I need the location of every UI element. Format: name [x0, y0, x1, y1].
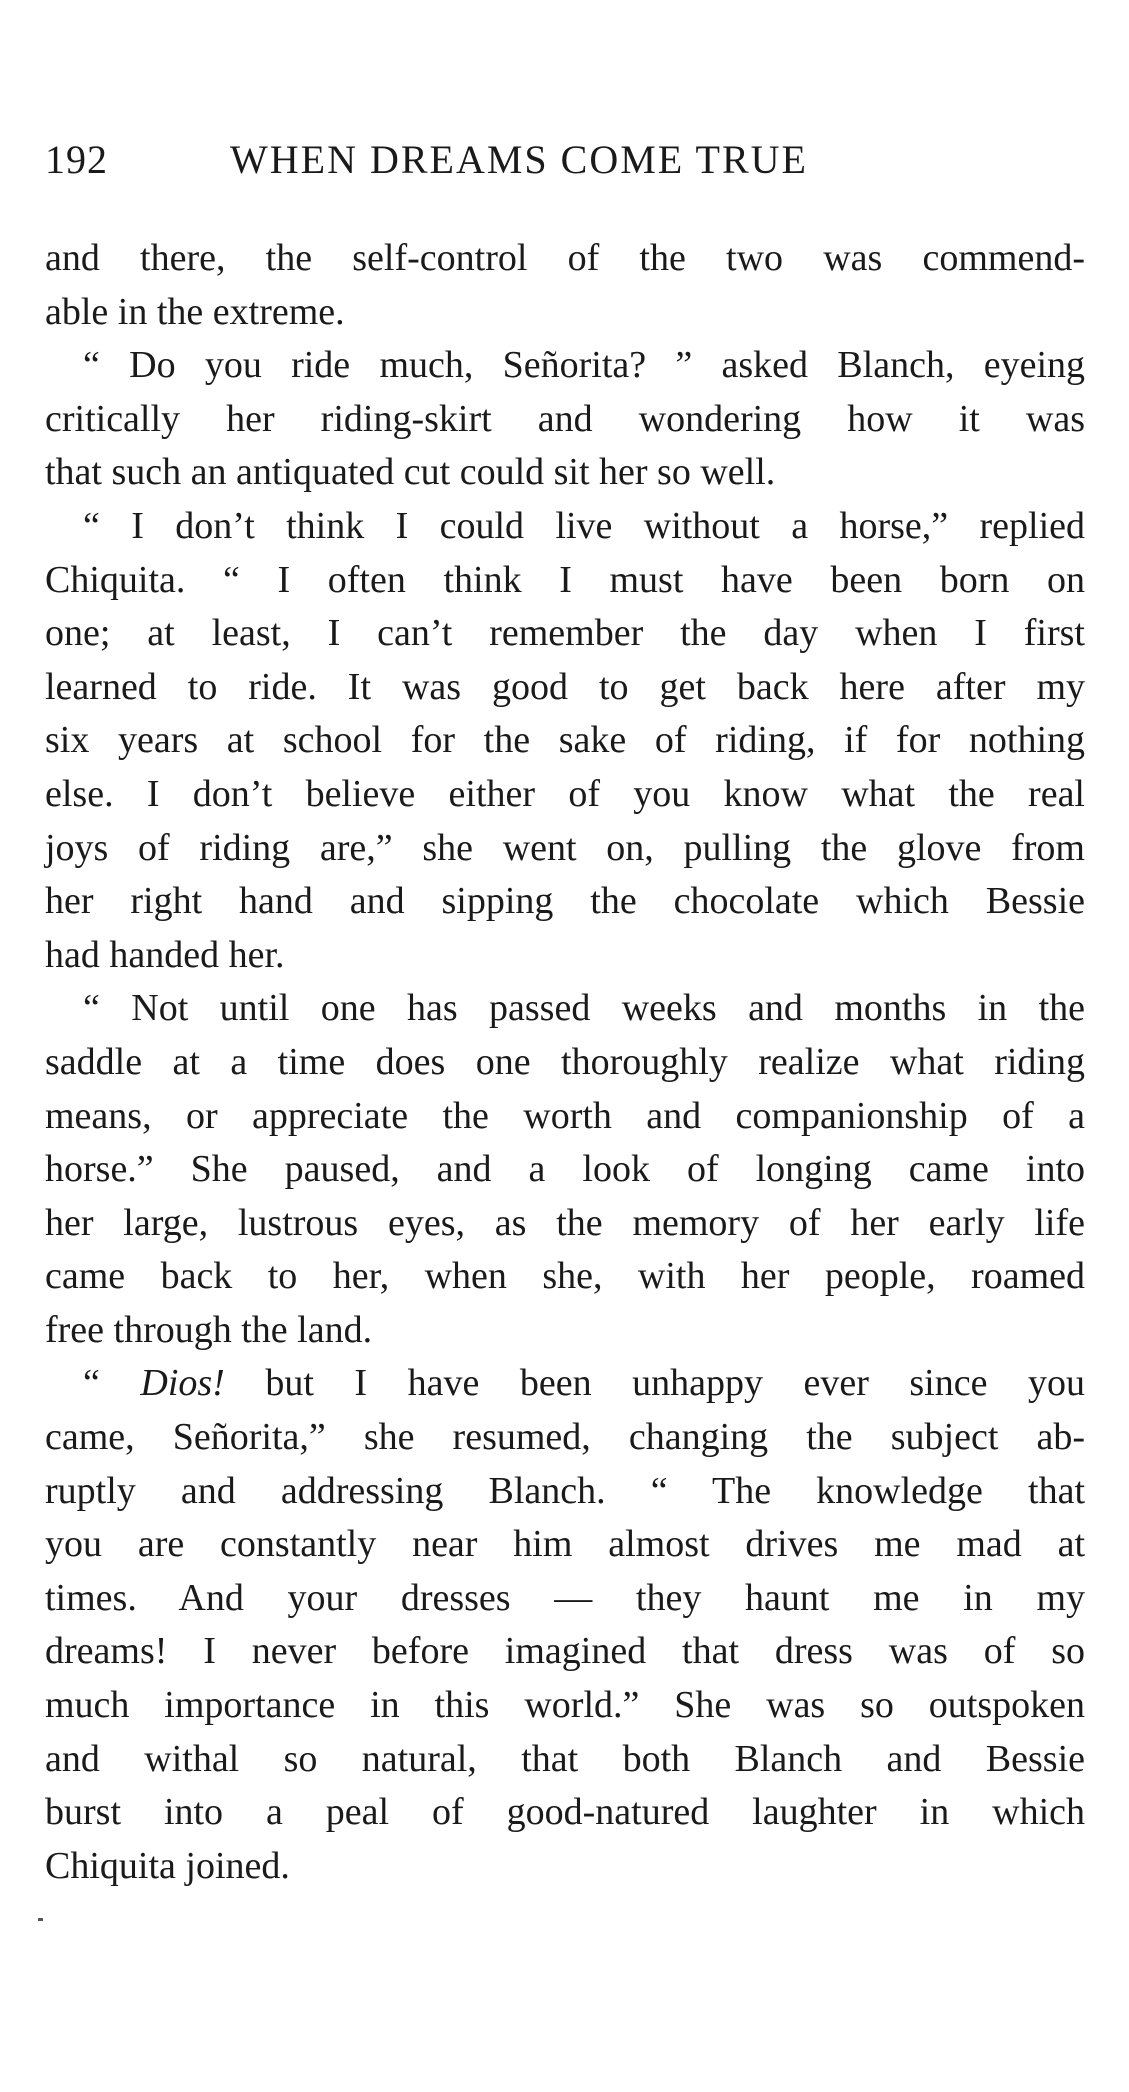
text-line: else. I don’t believe either of you know what the real	[45, 772, 1085, 815]
text-line: had handed her.	[45, 933, 285, 976]
text-line: dreams! I never before imagined that dress was of so	[45, 1630, 1085, 1673]
text-line: “ Do you ride much, Señorita? ” asked Blanch, eyeing	[83, 344, 1085, 387]
text-line	[45, 1357, 1085, 1411]
line-continuation: but I have been unhappy ever since you	[224, 1362, 1085, 1405]
text-line: means, or appreciate the worth and companionship of a	[45, 1094, 1085, 1137]
text-line: and there, the self-control of the two was commend-	[45, 237, 1085, 279]
page-header	[45, 136, 1085, 196]
text-line: ruptly and addressing Blanch. “ The knowledge that	[45, 1469, 1085, 1512]
running-head: WHEN DREAMS COME TRUE	[230, 137, 808, 182]
text-line: and withal so natural, that both Blanch and Bessie	[45, 1737, 1085, 1780]
text-line: that such an antiquated cut could sit her so well.	[45, 451, 776, 494]
text-line: came back to her, when she, with her people, roamed	[45, 1255, 1085, 1298]
page-number: 192	[45, 137, 108, 182]
text-line: free through the land.	[45, 1308, 373, 1351]
text-line: joys of riding are,” she went on, pulling the glove from	[45, 826, 1085, 869]
text-line: critically her riding-skirt and wondering how it was	[45, 397, 1085, 440]
text-line: times. And your dresses — they haunt me in my	[45, 1576, 1085, 1619]
text-line: “ Not until one has passed weeks and months in the	[83, 987, 1085, 1030]
text-line: much importance in this world.” She was so outspoken	[45, 1684, 1085, 1727]
text-line: able in the extreme.	[45, 290, 345, 333]
text-line: you are constantly near him almost drives me mad at	[45, 1523, 1085, 1566]
text-line: six years at school for the sake of riding, if for nothing	[45, 719, 1085, 762]
text-line: burst into a peal of good-natured laughter in which	[45, 1791, 1085, 1834]
text-line: Chiquita joined.	[45, 1844, 290, 1887]
text-line: learned to ride. It was good to get back here after my	[45, 665, 1085, 708]
text-line: horse.” She paused, and a look of longing came into	[45, 1148, 1085, 1191]
text-line: came, Señorita,” she resumed, changing the subject ab-	[45, 1416, 1085, 1459]
text-line: saddle at a time does one thoroughly realize what riding	[45, 1040, 1085, 1083]
italic-exclamation: Dios!	[140, 1362, 225, 1405]
print-speck	[38, 1918, 43, 1921]
text-line: “ I don’t think I could live without a horse,” replied	[83, 504, 1085, 547]
text-line: Chiquita. “ I often think I must have been born on	[45, 558, 1085, 601]
text-line: one; at least, I can’t remember the day when I first	[45, 612, 1085, 655]
text-line: her large, lustrous eyes, as the memory of her early life	[45, 1201, 1085, 1244]
open-quote: “	[83, 1362, 141, 1405]
body-text	[45, 232, 1085, 1893]
text-line: her right hand and sipping the chocolate which Bessie	[45, 880, 1085, 923]
